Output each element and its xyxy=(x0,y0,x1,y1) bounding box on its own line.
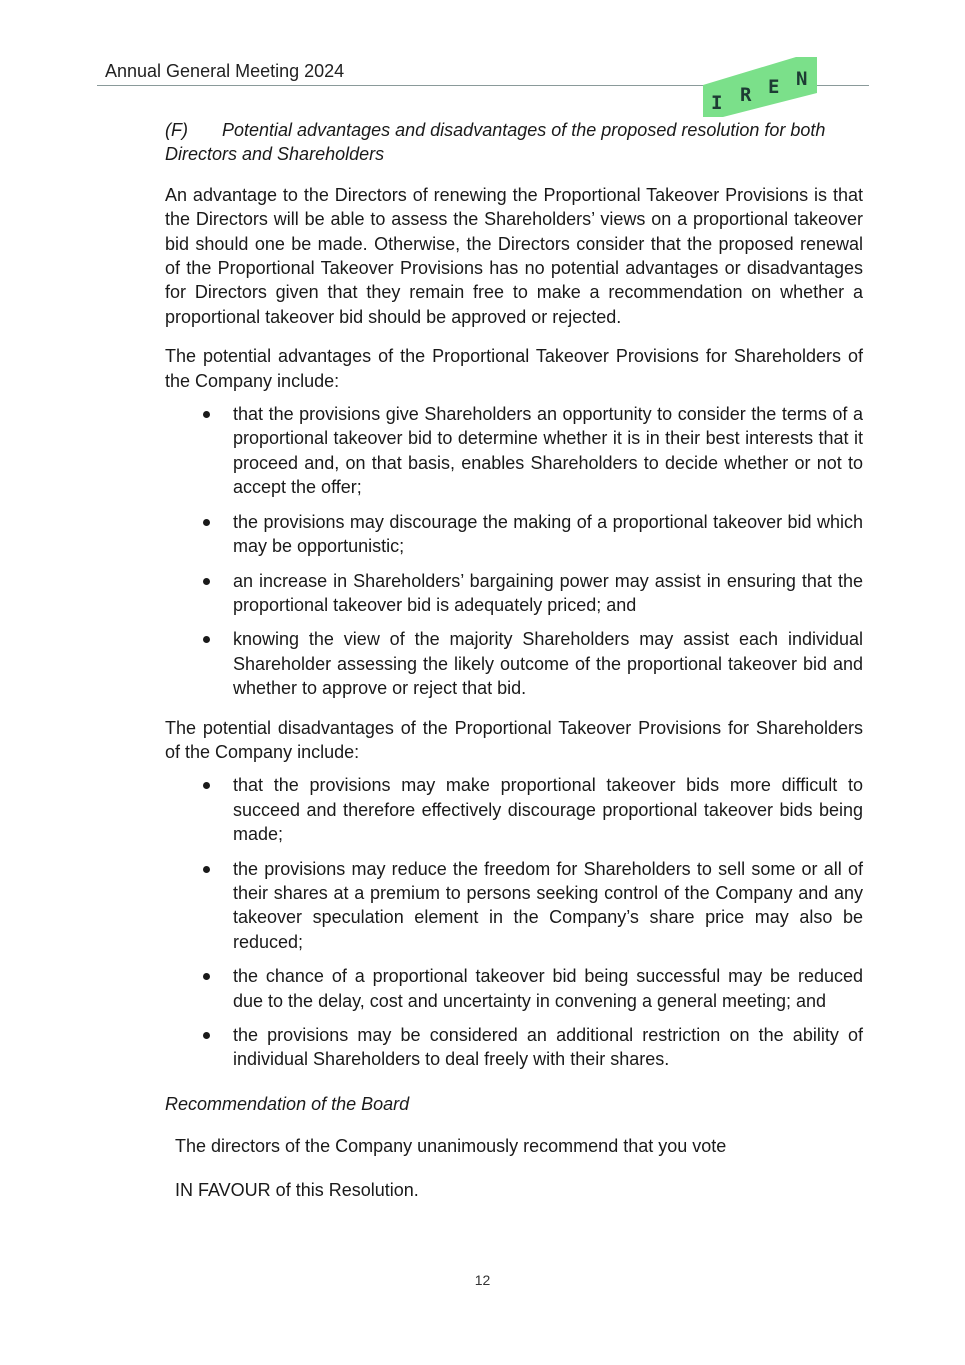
bullet-icon xyxy=(203,578,210,585)
list-item-text: the provisions may discourage the making of a proportional takeover bid which may be opportunistic; xyxy=(233,511,863,557)
list-item xyxy=(165,569,863,618)
list-item xyxy=(165,1023,863,1072)
list-item xyxy=(165,627,863,700)
recommendation-line-1: The directors of the Company unanimously recommend that you vote xyxy=(175,1136,727,1157)
section-heading-line2: Directors and Shareholders xyxy=(165,144,385,165)
disadvantages-list xyxy=(165,773,863,1071)
list-item xyxy=(165,510,863,559)
advantages-intro: The potential advantages of the Proportional Takeover Provisions for Shareholders of the Company include: xyxy=(165,346,863,391)
bullet-icon xyxy=(203,1032,210,1039)
list-item-text: the provisions may reduce the freedom for Shareholders to sell some or all of their shares at a premium to persons seeking control of the Company and any takeover speculation element in the Company’s share price may also be reduced; xyxy=(233,858,863,952)
list-item-text: knowing the view of the majority Shareholders may assist each individual Shareholder assessing the likely outcome of the proportional takeover bid and whether to approve or reject that bid. xyxy=(233,629,863,699)
bullet-icon xyxy=(203,782,210,789)
directors-paragraph: An advantage to the Directors of renewing the Proportional Takeover Provisions is that the Directors will be able to assess the Shareholders’ views on a proportional takeover bid should one be made. Otherwise, the Directors consider that the proposed renewal of the Proportional Takeover Provisions has no potential advantages or disadvantages for Directors given that they remain free to make a recommendation on whether a proportional takeover bid should be approved or rejected. xyxy=(165,184,863,327)
header-title: Annual General Meeting 2024 xyxy=(105,61,345,81)
disadvantages-intro: The potential disadvantages of the Proportional Takeover Provisions for Shareholders of the Company include: xyxy=(165,717,863,762)
logo-letter-i: I xyxy=(711,92,723,114)
page-content xyxy=(165,118,863,1221)
list-item-text: the chance of a proportional takeover bid being successful may be reduced due to the delay, cost and uncertainty in convening a general meeting; and xyxy=(233,966,863,1011)
section-heading-text xyxy=(222,118,863,142)
list-item-text: an increase in Shareholders’ bargaining power may assist in ensuring that the proportional takeover bid is adequately priced; and xyxy=(233,570,863,615)
list-item-text: the provisions may be considered an additional restriction on the ability of individual Shareholders to deal freely with their shares. xyxy=(233,1025,863,1070)
logo-letter-n: N xyxy=(796,68,808,90)
bullet-icon xyxy=(203,973,210,980)
list-item xyxy=(165,964,863,1013)
list-item xyxy=(165,402,863,500)
iren-logo xyxy=(700,54,820,118)
section-heading-line1: Potential advantages and disadvantages of the proposed resolution for both xyxy=(222,120,826,140)
bullet-icon xyxy=(203,519,210,526)
recommendation-heading: Recommendation of the Board xyxy=(165,1093,410,1114)
bullet-icon xyxy=(203,866,210,873)
bullet-icon xyxy=(203,411,210,418)
logo-letter-e: E xyxy=(768,76,780,98)
page-number: 12 xyxy=(474,1272,491,1288)
section-heading xyxy=(165,118,863,142)
list-item xyxy=(165,857,863,955)
section-letter: (F) xyxy=(165,120,188,140)
recommendation-line-2: IN FAVOUR of this Resolution. xyxy=(175,1179,419,1200)
section-heading-continued xyxy=(165,142,863,166)
logo-letter-r: R xyxy=(740,84,752,106)
list-item-text: that the provisions give Shareholders an opportunity to consider the terms of a proportional takeover bid to determine whether it is in their best interests that it proceed and, on that basis, enables Shareholders to decide whether or not to accept the offer; xyxy=(233,404,863,498)
list-item-text: that the provisions may make proportional takeover bids more difficult to succeed and therefore effectively discourage proportional takeover bids being made; xyxy=(233,775,863,845)
advantages-list xyxy=(165,402,863,700)
bullet-icon xyxy=(203,636,210,643)
list-item xyxy=(165,773,863,846)
